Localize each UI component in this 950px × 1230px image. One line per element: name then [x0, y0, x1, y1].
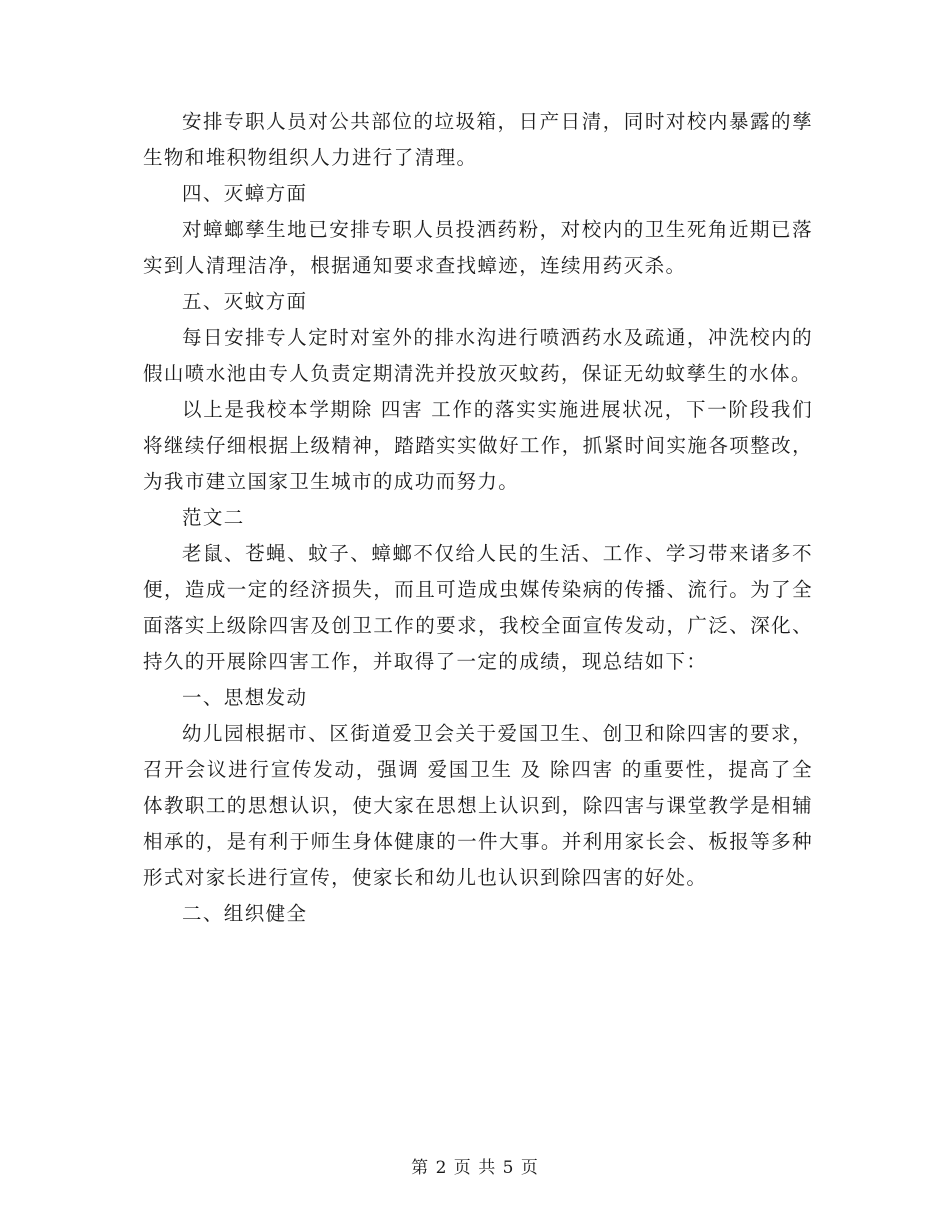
paragraph-cockroach: 对蟑螂孳生地已安排专职人员投洒药粉，对校内的卫生死角近期已落实到人清理洁净，根据通知要求查找蟑迹，连续用药灭杀。 [143, 218, 813, 277]
section-heading-mosquito: 五、灭蚊方面 [182, 290, 308, 313]
section-heading-cockroach: 四、灭蟑方面 [182, 182, 308, 205]
paragraph-mobilization: 幼儿园根据市、区街道爱卫会关于爱国卫生、创卫和除四害的要求，召开会议进行宣传发动，强调 爱国卫生 及 除四害 的重要性，提高了全体教职工的思想认识，使大家在思想上认识到，除四害与课堂教学是相辅相承的，是有利于师生身体健康的一件大事。并利用家长会、板报等多种形式对家长进行宣传，使家长和幼儿也认识到除四害的好处。 [143, 722, 813, 889]
section-heading-mobilization: 一、思想发动 [182, 686, 308, 709]
document-body [143, 104, 813, 932]
paragraph-garbage-cleanup: 安排专职人员对公共部位的垃圾箱，日产日清，同时对校内暴露的孳生物和堆积物组织人力进行了清理。 [143, 110, 813, 169]
section-heading-organization: 二、组织健全 [182, 902, 308, 925]
section-heading-sample-two: 范文二 [182, 506, 245, 529]
page-footer: 第 2 页 共 5 页 [411, 1158, 539, 1178]
paragraph-intro-pests: 老鼠、苍蝇、蚊子、蟑螂不仅给人民的生活、工作、学习带来诸多不便，造成一定的经济损失，而且可造成虫媒传染病的传播、流行。为了全面落实上级除四害及创卫工作的要求，我校全面宣传发动，广泛、深化、持久的开展除四害工作，并取得了一定的成绩，现总结如下： [143, 542, 813, 673]
paragraph-summary: 以上是我校本学期除 四害 工作的落实实施进展状况，下一阶段我们将继续仔细根据上级精神，踏踏实实做好工作，抓紧时间实施各项整改，为我市建立国家卫生城市的成功而努力。 [143, 398, 813, 493]
paragraph-mosquito: 每日安排专人定时对室外的排水沟进行喷洒药水及疏通，冲洗校内的假山喷水池由专人负责定期清洗并投放灭蚊药，保证无幼蚊孳生的水体。 [143, 326, 813, 385]
